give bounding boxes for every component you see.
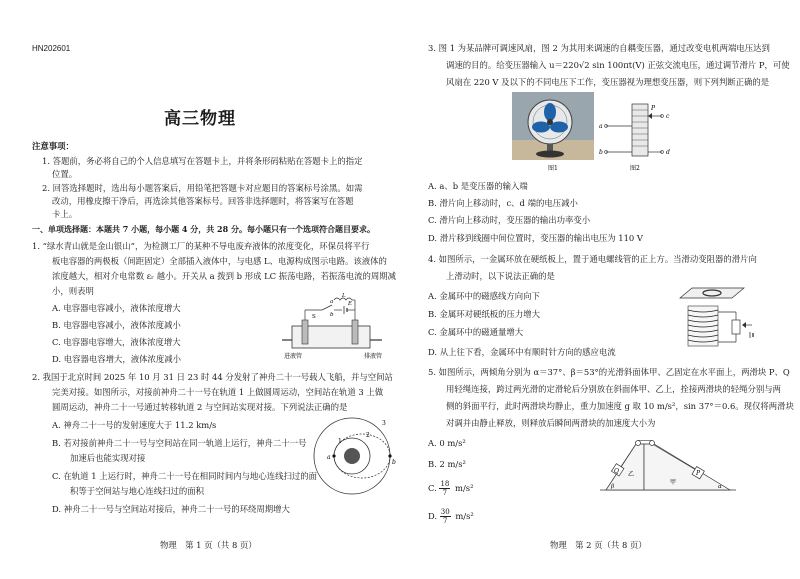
exam-code: HN202601 <box>32 44 71 53</box>
q5-line-3: 侧的斜面平行，此时两滑块均静止，重力加速度 g 取 10 m/s²，sin 37°＝0.6。现仅将两滑块 <box>446 401 794 411</box>
q3-option-c[interactable]: C. 滑片向上移动时，变压器的输出功率变小 <box>428 215 591 225</box>
q3-transformer-figure <box>596 96 676 174</box>
q3-option-a[interactable]: A. a、b 是变压器的输入端 <box>428 181 528 191</box>
q4-option-c[interactable]: C. 金属环中的磁通量增大 <box>428 327 524 337</box>
q5-option-a[interactable]: A. 0 m/s² <box>428 438 466 448</box>
q5-fig-jia: 甲 <box>670 479 677 486</box>
q5-option-c-fraction <box>439 480 450 497</box>
q5-option-c-den: 7 <box>442 489 448 497</box>
q5-option-d[interactable] <box>428 508 474 525</box>
q5-option-b[interactable]: B. 2 m/s² <box>428 459 466 469</box>
q5-fig-yi: 乙 <box>628 471 635 478</box>
footer-left: 物理 第 1 页（共 8 页） <box>160 540 257 550</box>
q5-option-c-prefix: C. <box>428 483 437 493</box>
q5-line-2: 用轻绳连接，跨过两光滑的定滑轮后分别放在斜面体甲、乙上，拴接两滑块的轻绳分别与两 <box>446 384 781 394</box>
q2-fig-orbit-1: 1 <box>338 438 342 445</box>
footer-right: 物理 第 2 页（共 8 页） <box>550 540 647 550</box>
notice-item-2-cont2: 卡上。 <box>52 209 78 219</box>
q5-fig-alpha: α <box>718 484 722 490</box>
q2-fig-orbit-3: 3 <box>382 420 386 427</box>
q2-option-b-cont: 加速后也能实现对接 <box>70 453 146 463</box>
q2-orbit-figure <box>310 412 396 498</box>
q1-line-4: 小，则表明 <box>52 286 94 296</box>
q1-circuit-figure <box>282 292 392 364</box>
q1-fig-a: a <box>330 299 334 305</box>
q5-option-d-num: 30 <box>440 508 450 516</box>
q5-fig-beta: β <box>611 484 615 490</box>
q1-fig-outlet: 排液管 <box>364 353 383 360</box>
page-right <box>400 0 800 579</box>
q1-option-b[interactable]: B. 电容器电容减小，液体浓度减小 <box>52 320 181 330</box>
q5-incline-figure <box>600 434 736 498</box>
q5-option-d-unit: m/s² <box>455 511 474 521</box>
q1-line-1: 1. “绿水青山就是金山银山”，为检测工厂的某种不导电废弃液体的浓度变化，环保员将平行 <box>32 241 370 251</box>
q2-option-a[interactable]: A. 神舟二十一号的发射速度大于 11.2 km/s <box>52 420 217 430</box>
q5-option-c[interactable] <box>428 480 473 497</box>
q1-option-a[interactable]: A. 电容器电容减小，液体浓度增大 <box>52 303 181 313</box>
notice-item-2: 2. 回答选择题时，选出每小题答案后，用铅笔把答题卡对应题目的答案标号涂黑。如需 <box>42 183 363 193</box>
q1-line-2: 板电容器的两极板（间距固定）全部插入液体中，与电感 L、电源构成图示电路。该液体的 <box>52 256 387 266</box>
q2-line-3: 圆周运动，神舟二十一号通过转移轨道 2 与空间站实现对接。下列说法正确的是 <box>52 402 348 412</box>
q5-fig-p: P <box>696 470 701 477</box>
q5-fig-q: Q <box>614 468 619 475</box>
q3-fig-c: c <box>666 113 670 120</box>
q1-fig-inlet: 进液管 <box>284 353 303 360</box>
q1-line-3: 浓度越大，相对介电常数 εᵣ 越小。开关从 a 拨到 b 形成 LC 振荡电路，若振荡电流的周期减 <box>52 271 396 281</box>
notice-item-1-cont: 位置。 <box>52 169 78 179</box>
q2-fig-orbit-2: 2 <box>366 432 370 439</box>
q3-fig-b: b <box>599 149 603 156</box>
q4-line-2: 上滑动时，以下说法正确的是 <box>446 271 555 281</box>
q1-fig-e: E <box>348 301 353 307</box>
page-title: 高三物理 <box>164 109 236 129</box>
q5-line-4: 对调并由静止释放，则释放后瞬间两滑块的加速度大小为 <box>446 418 656 428</box>
q3-fig1-label: 图1 <box>548 165 558 172</box>
q3-fig2-label: 图2 <box>630 165 640 172</box>
q4-line-1: 4. 如图所示，一金属环放在硬纸板上，置于通电螺线管的正上方。当滑动变阻器的滑片向 <box>428 254 757 264</box>
q4-option-a[interactable]: A. 金属环中的磁感线方向向下 <box>428 291 540 301</box>
q3-option-d[interactable]: D. 滑片移到线圈中间位置时，变压器的输出电压为 110 V <box>428 233 643 243</box>
q1-fig-b: b <box>330 312 334 318</box>
q2-fig-point-b: b <box>392 459 396 466</box>
notice-item-1: 1. 答题前，务必将自己的个人信息填写在答题卡上，并将条形码粘贴在答题卡上的指定 <box>42 156 363 166</box>
q1-option-d[interactable]: D. 电容器电容增大，液体浓度减小 <box>52 354 181 364</box>
q3-fig-d: d <box>666 149 670 156</box>
q3-fig-a: a <box>599 123 603 130</box>
q3-line-1: 3. 图 1 为某品牌可调速风扇，图 2 为其用来调速的自耦变压器，通过改变电机两端电压达到 <box>428 43 770 53</box>
q3-line-2: 调速的目的。给变压器输入 u＝220√2 sin 100πt(V) 正弦交流电压，通过调节滑片 P，可使 <box>446 60 790 70</box>
notice-heading: 注意事项： <box>32 141 74 151</box>
q2-line-1: 2. 我国于北京时间 2025 年 10 月 31 日 23 时 44 分发射了神舟二十一号载人飞船，并与空间站 <box>32 372 393 382</box>
q5-option-d-den: 7 <box>442 517 448 525</box>
q2-option-b[interactable]: B. 若对接前神舟二十一号与空间站在同一轨道上运行，神舟二十一号 <box>52 438 307 448</box>
section-heading: 一、单项选择题：本题共 7 小题，每小题 4 分，共 28 分。每小题只有一个选项符合题目要求。 <box>32 224 375 234</box>
q4-option-b[interactable]: B. 金属环对硬纸板的压力增大 <box>428 309 540 319</box>
q1-option-c[interactable]: C. 电容器电容增大，液体浓度增大 <box>52 337 181 347</box>
q2-option-d[interactable]: D. 神舟二十一号与空间站对接后，神舟二十一号的环绕周期增大 <box>52 504 290 514</box>
q5-option-d-fraction <box>440 508 451 525</box>
q2-option-c-cont: 积等于空间站与地心连线扫过的面积 <box>70 486 204 496</box>
q5-option-d-prefix: D. <box>428 511 438 521</box>
notice-item-2-cont: 改动，用橡皮擦干净后，再选涂其他答案标号。回答非选择题时，将答案写在答题 <box>52 196 354 206</box>
q3-line-3: 风扇在 220 V 及以下的不同电压下工作，变压器视为理想变压器，则下列判断正确的是 <box>446 77 770 87</box>
q3-option-b[interactable]: B. 滑片向上移动时，c、d 端的电压减小 <box>428 198 578 208</box>
q5-line-1: 5. 如图所示，两倾角分别为 α＝37°、β＝53°的光滑斜面体甲、乙固定在水平面上，两滑块 P、Q <box>428 367 790 377</box>
q1-fig-l: L <box>342 293 346 299</box>
q4-option-d[interactable]: D. 从上往下看，金属环中有顺时针方向的感应电流 <box>428 347 616 357</box>
q2-line-2: 完美对接。如图所示，对接前神舟二十一号在轨道 1 上做圆周运动，空间站在轨道 3 上做 <box>52 387 384 397</box>
q2-fig-point-a: a <box>327 454 331 461</box>
q5-option-c-unit: m/s² <box>455 483 474 493</box>
q4-solenoid-figure <box>672 280 756 354</box>
q5-option-c-num: 18 <box>440 480 450 488</box>
q3-fig-p: P <box>651 105 656 112</box>
q1-fig-s: S <box>312 314 316 320</box>
q3-fan-figure <box>512 92 594 174</box>
q2-option-c[interactable]: C. 在轨道 1 上运行时，神舟二十一号在相同时间内与地心连线扫过的面 <box>52 471 317 481</box>
